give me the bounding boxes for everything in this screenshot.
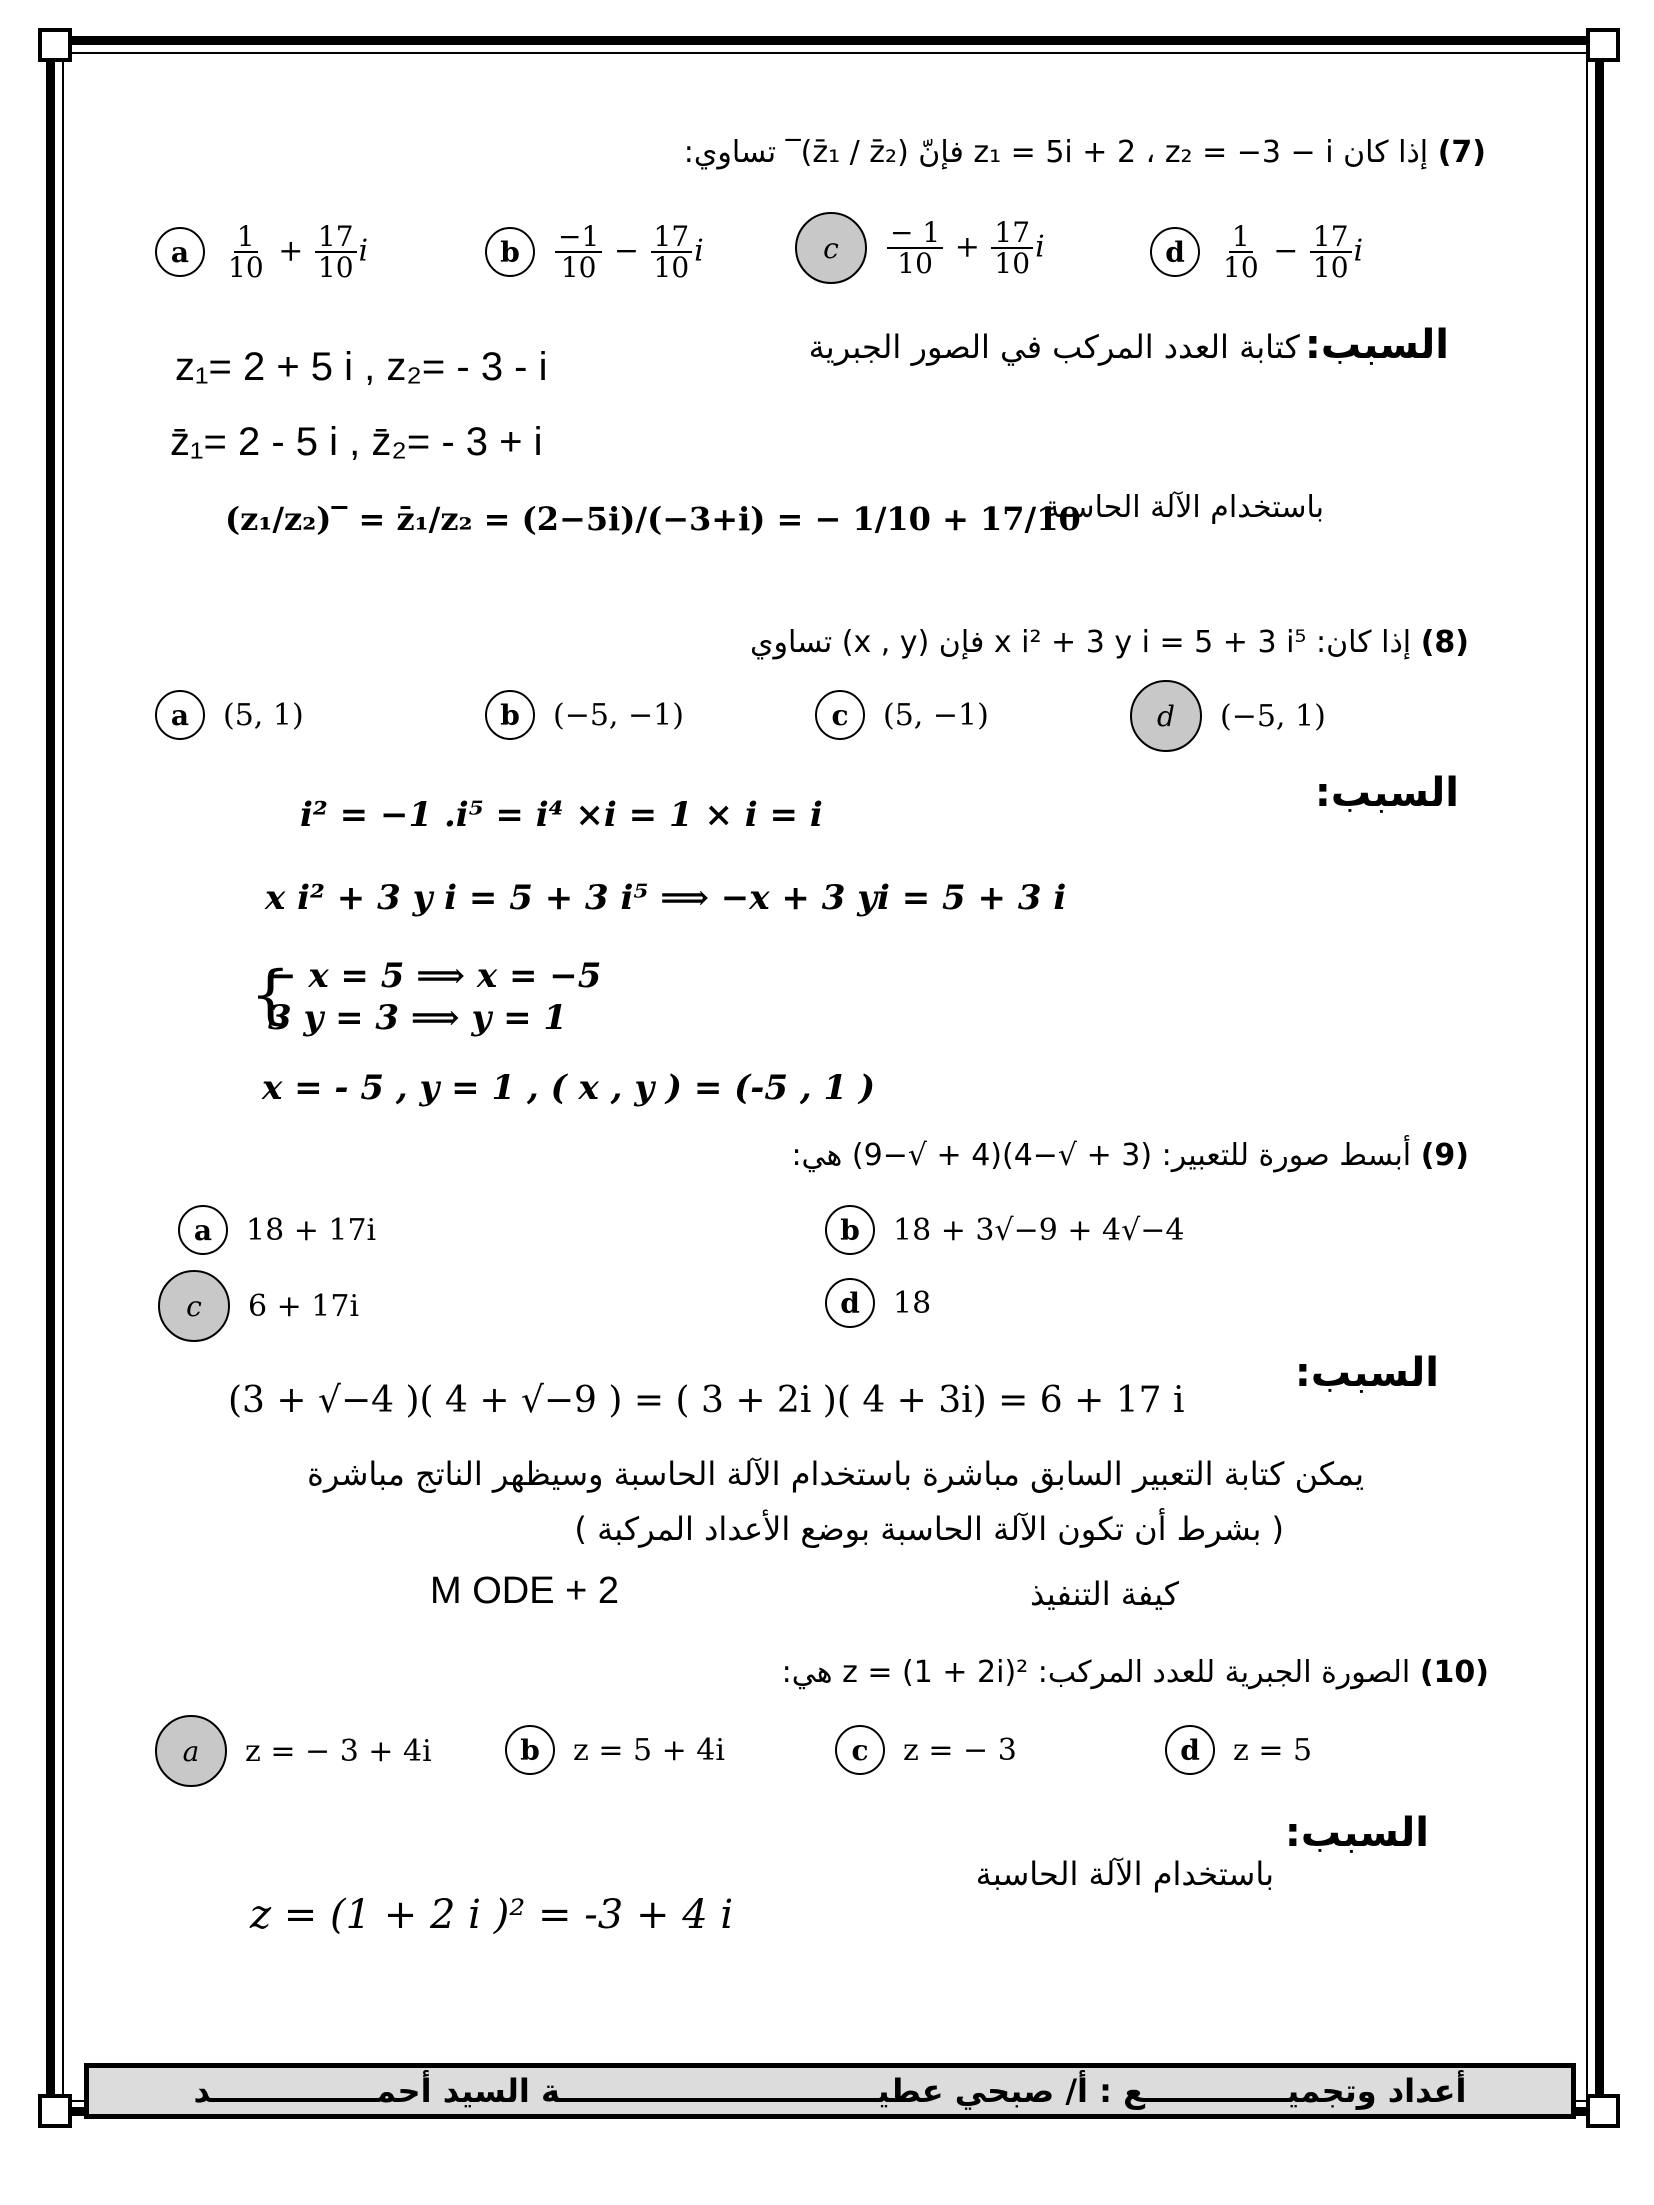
option-text: (5, −1) (883, 697, 989, 733)
option-b[interactable]: b $\frac{-1}{10}$ − $\frac{17}{10}$ i (485, 222, 704, 283)
option-d[interactable] (1165, 1725, 1312, 1775)
option-a[interactable] (178, 1205, 376, 1255)
option-letter: c (158, 1270, 230, 1342)
question-9 (791, 1138, 1469, 1173)
work-line: z̄₁= 2 - 5 i , z̄₂= - 3 + i (170, 420, 543, 464)
reason-label: السبب: (1284, 1810, 1429, 1856)
option-letter: c (815, 690, 865, 740)
option-letter: d (1150, 227, 1200, 277)
option-a-selected[interactable] (155, 1715, 432, 1787)
option-letter: a (155, 690, 205, 740)
fraction: $\frac{17}{10}$ (651, 222, 693, 283)
option-c-selected[interactable]: c $\frac{- 1}{10}$ + $\frac{17}{10}$ i (795, 212, 1045, 284)
question-number: (8) (1420, 625, 1469, 660)
reason-text: كتابة العدد المركب في الصور الجبرية (808, 328, 1300, 366)
option-c-selected[interactable] (158, 1270, 359, 1342)
option-text: (−5, −1) (553, 697, 684, 733)
option-letter: a (178, 1205, 228, 1255)
question-number: (7) (1437, 135, 1486, 170)
option-b[interactable] (505, 1725, 725, 1775)
option-b[interactable] (825, 1205, 1184, 1255)
question-number: (10) (1419, 1655, 1489, 1690)
option-letter: d (825, 1278, 875, 1328)
work-line: (z₁/z₂)‾ = z̄₁/z₂ = (2−5i)/(−3+i) = − 1/10 + 17/10 (225, 500, 1081, 538)
mode-keys: M ODE + 2 (430, 1570, 619, 1612)
option-text: z = − 3 (903, 1732, 1017, 1768)
fraction: $\frac{1}{10}$ (1223, 220, 1259, 285)
option-letter: a (155, 1715, 227, 1787)
equation: 3 y = 3 ⟹ y = 1 (268, 998, 568, 1038)
fraction: $\frac{-1}{10}$ (555, 222, 602, 283)
option-b[interactable] (485, 690, 684, 740)
option-text: z = 5 (1233, 1732, 1313, 1768)
option-d[interactable]: d $\frac{1}{10}$ − $\frac{17}{10}$ i (1150, 222, 1363, 283)
option-letter: a (155, 227, 205, 277)
equation: − x = 5 ⟹ x = −5 (268, 956, 602, 996)
option-c[interactable] (815, 690, 989, 740)
reason-row (809, 322, 1449, 368)
work-line: x i² + 3 y i = 5 + 3 i⁵ ⟹ −x + 3 yi = 5 + 3 i (265, 878, 1067, 918)
option-a[interactable]: a $\frac{1}{10}$ + $\frac{17}{10}$ i (155, 222, 368, 283)
footer-credit-bar (84, 2063, 1576, 2119)
note: ( بشرط أن تكون الآلة الحاسبة بوضع الأعداد المركبة ) (574, 1510, 1284, 1548)
option-letter: b (485, 227, 535, 277)
question-stem: الصورة الجبرية للعدد المركب: z = (1 + 2i)² هي: (781, 1655, 1411, 1690)
reason-label: السبب: (1294, 1350, 1439, 1396)
frame-corner (38, 28, 72, 62)
footer-text: أعداد وتجميـــــــــــــع : أ/ صبحي عطيـــــــــــــــــــــــــــــة السيد أحمـــــــــــــــد (193, 2072, 1467, 2110)
option-a[interactable] (155, 690, 304, 740)
question-7 (684, 135, 1486, 170)
work-line: x = - 5 , y = 1 , ( x , y ) = (-5 , 1 ) (262, 1068, 876, 1108)
question-stem: أبسط صورة للتعبير: (3 + √−4)(4 + √−9) هي: (791, 1138, 1412, 1173)
how-label: كيفة التنفيذ (1030, 1575, 1179, 1613)
work-line: z₁= 2 + 5 i , z₂= - 3 - i (175, 345, 548, 389)
option-text: (−5, 1) (1220, 698, 1326, 734)
note: يمكن كتابة التعبير السابق مباشرة باستخدام الآلة الحاسبة وسيظهر الناتج مباشرة (307, 1455, 1364, 1493)
calc-note: باستخدام الآلة الحاسبة (975, 1855, 1274, 1893)
question-8 (750, 625, 1469, 660)
reason-label: السبب: (1314, 770, 1459, 816)
option-letter: c (795, 212, 867, 284)
option-letter: b (485, 690, 535, 740)
option-text: 18 (893, 1285, 932, 1321)
option-c[interactable] (835, 1725, 1017, 1775)
option-text: 18 + 17i (246, 1212, 377, 1248)
fraction: $\frac{17}{10}$ (1310, 222, 1352, 283)
option-d-selected[interactable] (1130, 680, 1326, 752)
option-text: 18 + 3√−9 + 4√−4 (893, 1212, 1185, 1248)
option-letter: d (1130, 680, 1202, 752)
option-d[interactable] (825, 1278, 931, 1328)
question-stem: إذا كان: x i² + 3 y i = 5 + 3 i⁵ فإن (x , y) تساوي (749, 625, 1412, 660)
option-text: z = 5 + 4i (573, 1732, 725, 1768)
option-letter: c (835, 1725, 885, 1775)
question-stem: إذا كان z₁ = 5i + 2 ، z₂ = −3 − i فإنّ (z̄₁ / z̄₂)‾ تساوي: (683, 135, 1429, 170)
option-letter: b (825, 1205, 875, 1255)
fraction: $\frac{17}{10}$ (991, 218, 1033, 279)
option-text: (5, 1) (223, 697, 304, 733)
fraction: $\frac{- 1}{10}$ (887, 218, 943, 279)
option-letter: d (1165, 1725, 1215, 1775)
fraction: $\frac{1}{10}$ (228, 220, 264, 285)
question-10 (782, 1655, 1489, 1690)
frame-corner (1586, 2094, 1620, 2128)
frame-corner (1586, 28, 1620, 62)
work-line: z = (1 + 2 i )² = -3 + 4 i (250, 1892, 734, 1938)
option-text: 6 + 17i (248, 1288, 360, 1324)
option-letter: b (505, 1725, 555, 1775)
work-line: i² = −1 .i⁵ = i⁴ ×i = 1 × i = i (300, 795, 823, 835)
question-number: (9) (1420, 1138, 1469, 1173)
system-of-equations: { − x = 5 ⟹ x = −5 3 y = 3 ⟹ y = 1 (250, 956, 602, 1038)
option-text: z = − 3 + 4i (245, 1733, 432, 1769)
frame-corner (38, 2094, 72, 2128)
calc-note: باستخدام الآلة الحاسبة (1044, 490, 1324, 525)
reason-label: السبب: (1304, 322, 1449, 368)
work-line: (3 + √−4 )( 4 + √−9 ) = ( 3 + 2i )( 4 + 3i) = 6 + 17 i (228, 1380, 1185, 1421)
fraction: $\frac{17}{10}$ (315, 222, 357, 283)
